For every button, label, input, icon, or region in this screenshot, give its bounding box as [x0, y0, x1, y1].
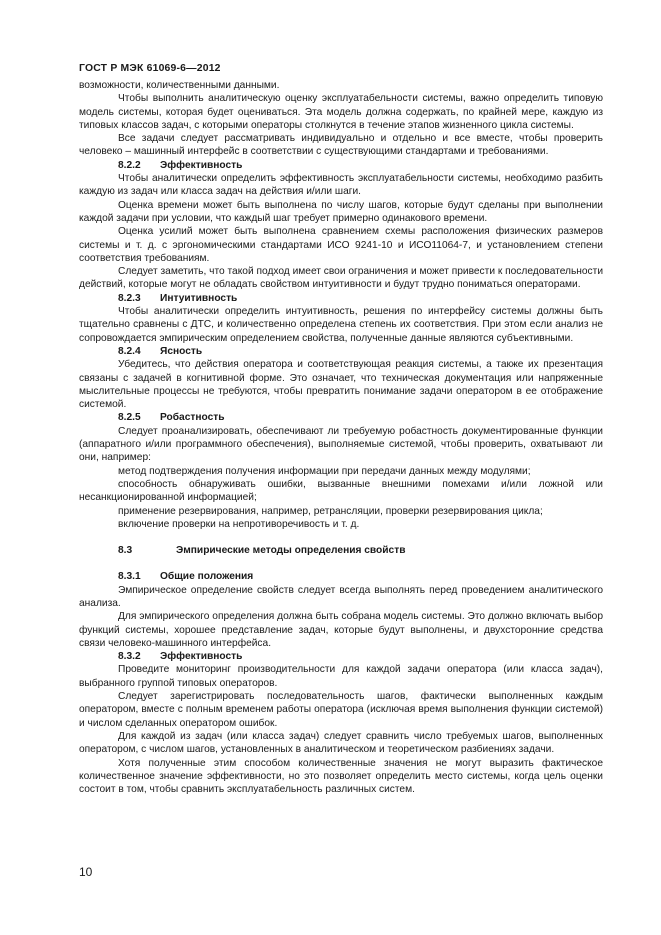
- section-title: Общие положения: [160, 571, 254, 583]
- paragraph: Для эмпирического определения должна быть собрана модель системы. Это должно включать выбор функций системы, хорошее представление задач, которые будут выполнены, и двухсторонние средства связи человеко-машинного интерфейса.: [79, 611, 603, 649]
- section-number: 8.2.2: [118, 159, 141, 171]
- paragraph: Все задачи следует рассматривать индивидуально и отдельно и все вместе, чтобы проверить человеко – машинный интерфейс в соответствии с существующими стандартами и требованиями.: [79, 133, 603, 158]
- section-heading: [79, 650, 603, 663]
- paragraph: Эмпирическое определение свойств следует всегда выполнять перед проведением аналитического анализа.: [79, 584, 603, 609]
- section-heading: [79, 292, 603, 305]
- paragraph: Следует заметить, что такой подход имеет свои ограничения и может привести к последовательности действий, которые могут не обладать свойством интуитивности и будут трудно пониматься операторами.: [79, 266, 604, 291]
- section-heading: [79, 345, 603, 358]
- section-title: Эффективность: [160, 651, 243, 663]
- list-item: включение проверки на непротиворечивость и т. д.: [118, 518, 360, 530]
- page-number: 10: [79, 865, 93, 879]
- paragraph: Для каждой из задач (или класса задач) следует сравнить число требуемых шагов, выполненных оператором, с числом шагов, установленных в аналитическом и теоретическом разбиениях задачи.: [79, 730, 603, 756]
- chapter-heading: [79, 544, 603, 557]
- section-number: 8.3: [118, 545, 133, 557]
- paragraph: Оценка времени может быть выполнена по числу шагов, которые будут сделаны при выполнении каждой задачи при условии, что каждый шаг требует примерно одинакового времени.: [79, 199, 603, 224]
- paragraph: Проведите мониторинг производительности для каждой задачи оператора (или класса задач), выбранного группой типовых операторов.: [79, 664, 603, 689]
- list-item: метод подтверждения получения информации при передачи данных между модулями;: [118, 465, 531, 477]
- section-number: 8.2.5: [118, 412, 141, 424]
- paragraph: Чтобы аналитически определить интуитивность, решения по интерфейсу системы должны быть тщательно сравнены с ДТС, и количественно определена степень их соответствия. При этом если анализ не сопровождается эмпирическим определением свойства, полученные данные являются субъективными.: [79, 306, 603, 344]
- document-body: [79, 79, 603, 796]
- paragraph: Оценка усилий может быть выполнена сравнением схемы расположения физических размеров системы и т. д. с эргономическими стандартами ИСО 9241-10 и ИСО11064-7, и установлением степени соответствия требованиям.: [79, 226, 603, 264]
- list-item: способность обнаруживать ошибки, вызванные внешними помехами и/или ложной или несанкционированной информацией;: [79, 478, 603, 504]
- paragraph: Убедитесь, что действия оператора и соответствующая реакция системы, а также их презентация связаны с задачей в когнитивной форме. Это означает, что техническая документация или напряженные мыслительные процессы не требуются, чтобы превратить понимание задачи оператором в ее отображение системой.: [79, 359, 603, 411]
- paragraph: Хотя полученные этим способом количественные значения не могут выразить фактическое количественное значение эффективности, но это позволяет определить место системы, когда цель оценки состоит в том, чтобы сравнить эксплуатабельность различных систем.: [79, 757, 603, 796]
- paragraph: Следует зарегистрировать последовательность шагов, фактически выполненных каждым оператором, вместе с полным временем работы оператора (исключая время выполнения функции системой) и числом сделанных оператором ошибок.: [79, 691, 603, 729]
- paragraph: Чтобы аналитически определить эффективность эксплуатабельности системы, необходимо разбить каждую из задач или класса задач на действия и/или шаги.: [79, 173, 603, 198]
- paragraph: Следует проанализировать, обеспечивают ли требуемую робастность документированные функции (аппаратного и/или программного обеспечения), выполняемые системой, чтобы проверить, охватывают ли они, например:: [79, 425, 603, 464]
- section-number: 8.3.1: [118, 571, 141, 583]
- section-heading: [79, 159, 603, 172]
- paragraph: возможности, количественными данными.: [79, 80, 280, 91]
- section-title: Интуитивность: [160, 292, 238, 304]
- section-title: Ясность: [160, 345, 203, 357]
- paragraph: Чтобы выполнить аналитическую оценку эксплуатабельности системы, важно определить типовую модель системы, которая будет оцениваться. Эта модель должна содержать, по крайней мере, каждую из типовых классов задач, с которыми операторы столкнутся в течение этапов жизненного цикла системы.: [79, 93, 603, 131]
- section-number: 8.3.2: [118, 651, 141, 663]
- section-number: 8.2.4: [118, 345, 141, 357]
- section-title: Эффективность: [160, 159, 243, 171]
- section-title: Робастность: [160, 412, 225, 424]
- list-item: применение резервирования, например, ретрансляции, проверки резервирования цикла;: [118, 505, 543, 517]
- section-heading: [79, 411, 603, 424]
- document-header: ГОСТ Р МЭК 61069-6—2012: [79, 63, 221, 74]
- section-heading: [79, 570, 603, 583]
- section-number: 8.2.3: [118, 292, 141, 304]
- section-title: Эмпирические методы определения свойств: [176, 545, 406, 557]
